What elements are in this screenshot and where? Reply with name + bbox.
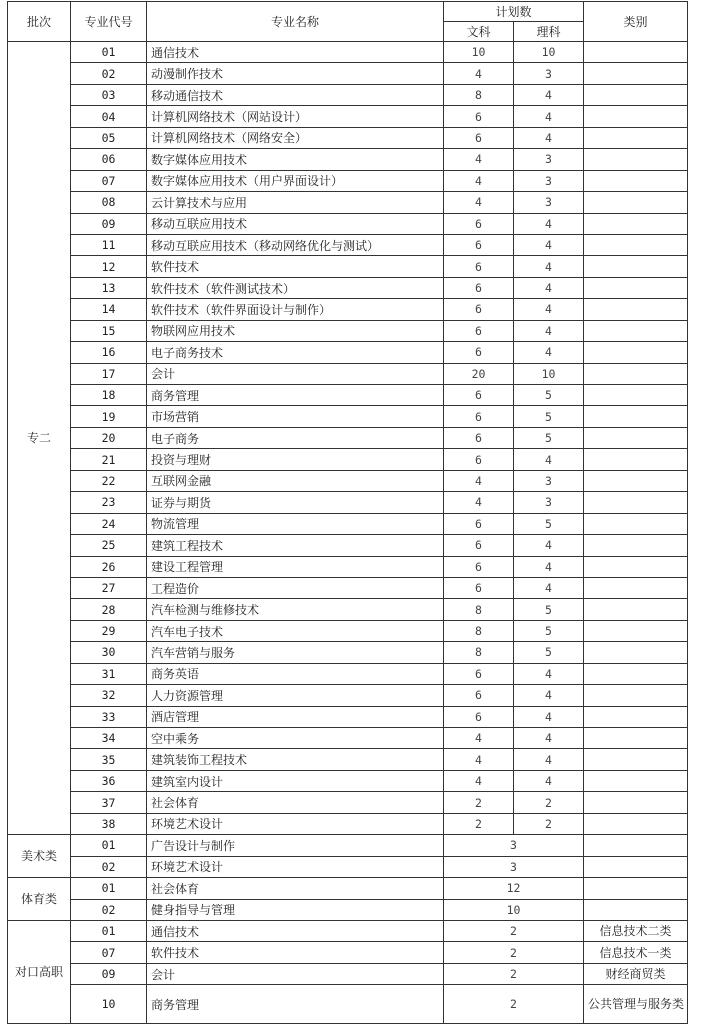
name-cell: 移动互联应用技术 [147,213,444,234]
science-count-cell: 4 [514,127,584,148]
arts-count-cell: 6 [444,513,514,534]
science-count-cell: 4 [514,234,584,255]
table-row [8,556,688,577]
science-count-cell: 4 [514,299,584,320]
arts-count-cell: 6 [444,256,514,277]
header-name: 专业名称 [147,2,444,42]
arts-count-cell: 4 [444,728,514,749]
arts-count-cell: 6 [444,577,514,598]
code-cell: 38 [71,813,147,834]
name-cell: 电子商务 [147,427,444,448]
category-cell [584,385,688,406]
table-row [8,577,688,598]
category-cell [584,149,688,170]
code-cell: 18 [71,385,147,406]
name-cell: 物流管理 [147,513,444,534]
science-count-cell: 4 [514,535,584,556]
name-cell: 商务管理 [147,985,444,1024]
name-cell: 云计算技术与应用 [147,192,444,213]
code-cell: 01 [71,920,147,941]
name-cell: 广告设计与制作 [147,835,444,856]
category-cell [584,127,688,148]
science-count-cell: 3 [514,170,584,191]
table-row [8,63,688,84]
name-cell: 软件技术 [147,256,444,277]
arts-count-cell: 6 [444,406,514,427]
name-cell: 建设工程管理 [147,556,444,577]
arts-count-cell: 8 [444,84,514,105]
category-cell [584,299,688,320]
batch-cell: 专二 [8,42,71,835]
plan-total-cell: 3 [444,856,584,877]
name-cell: 人力资源管理 [147,685,444,706]
category-cell [584,449,688,470]
arts-count-cell: 10 [444,42,514,63]
table-row [8,899,688,920]
category-cell [584,706,688,727]
table-row [8,149,688,170]
arts-count-cell: 4 [444,770,514,791]
arts-count-cell: 6 [444,706,514,727]
science-count-cell: 10 [514,42,584,63]
code-cell: 32 [71,685,147,706]
category-cell [584,406,688,427]
category-cell [584,513,688,534]
code-cell: 27 [71,577,147,598]
arts-count-cell: 4 [444,63,514,84]
header-batch: 批次 [8,2,71,42]
batch-cell: 对口高职 [8,920,71,1023]
table-row [8,256,688,277]
arts-count-cell: 6 [444,299,514,320]
arts-count-cell: 4 [444,170,514,191]
code-cell: 15 [71,320,147,341]
name-cell: 建筑工程技术 [147,535,444,556]
code-cell: 35 [71,749,147,770]
arts-count-cell: 4 [444,149,514,170]
category-cell [584,470,688,491]
table-row [8,685,688,706]
code-cell: 37 [71,792,147,813]
category-cell [584,577,688,598]
table-row [8,985,688,1024]
category-cell [584,599,688,620]
name-cell: 电子商务技术 [147,342,444,363]
name-cell: 动漫制作技术 [147,63,444,84]
arts-count-cell: 4 [444,749,514,770]
science-count-cell: 5 [514,513,584,534]
category-cell [584,427,688,448]
arts-count-cell: 20 [444,363,514,384]
science-count-cell: 4 [514,449,584,470]
science-count-cell: 5 [514,427,584,448]
table-row [8,856,688,877]
category-cell [584,642,688,663]
science-count-cell: 4 [514,556,584,577]
science-count-cell: 5 [514,642,584,663]
name-cell: 建筑装饰工程技术 [147,749,444,770]
science-count-cell: 4 [514,256,584,277]
category-cell [584,213,688,234]
science-count-cell: 4 [514,84,584,105]
category-cell [584,492,688,513]
code-cell: 02 [71,856,147,877]
arts-count-cell: 6 [444,320,514,341]
category-cell [584,342,688,363]
header-science: 理科 [514,22,584,42]
arts-count-cell: 6 [444,234,514,255]
name-cell: 会计 [147,363,444,384]
header-arts: 文科 [444,22,514,42]
table-row [8,406,688,427]
category-cell [584,835,688,856]
name-cell: 汽车营销与服务 [147,642,444,663]
table-row [8,170,688,191]
name-cell: 通信技术 [147,920,444,941]
table-row [8,963,688,984]
header-category: 类别 [584,2,688,42]
code-cell: 09 [71,213,147,234]
code-cell: 26 [71,556,147,577]
code-cell: 06 [71,149,147,170]
batch-cell: 体育类 [8,878,71,921]
category-cell [584,899,688,920]
name-cell: 商务英语 [147,663,444,684]
plan-total-cell: 12 [444,878,584,899]
arts-count-cell: 2 [444,792,514,813]
table-row [8,835,688,856]
table-row [8,920,688,941]
table-row [8,535,688,556]
category-cell: 信息技术一类 [584,942,688,963]
science-count-cell: 4 [514,685,584,706]
arts-count-cell: 6 [444,663,514,684]
category-cell [584,663,688,684]
code-cell: 21 [71,449,147,470]
name-cell: 软件技术（软件界面设计与制作） [147,299,444,320]
table-row [8,363,688,384]
code-cell: 01 [71,878,147,899]
table-row [8,770,688,791]
code-cell: 02 [71,899,147,920]
science-count-cell: 3 [514,192,584,213]
category-cell [584,813,688,834]
name-cell: 移动通信技术 [147,84,444,105]
arts-count-cell: 6 [444,127,514,148]
table-row [8,878,688,899]
category-cell [584,170,688,191]
name-cell: 汽车检测与维修技术 [147,599,444,620]
table-row [8,234,688,255]
science-count-cell: 4 [514,706,584,727]
category-cell [584,192,688,213]
code-cell: 28 [71,599,147,620]
science-count-cell: 4 [514,663,584,684]
category-cell [584,63,688,84]
name-cell: 计算机网络技术（网站设计） [147,106,444,127]
name-cell: 移动互联应用技术（移动网络优化与测试） [147,234,444,255]
science-count-cell: 2 [514,792,584,813]
arts-count-cell: 6 [444,427,514,448]
code-cell: 33 [71,706,147,727]
name-cell: 社会体育 [147,878,444,899]
name-cell: 社会体育 [147,792,444,813]
science-count-cell: 4 [514,342,584,363]
category-cell [584,363,688,384]
name-cell: 汽车电子技术 [147,620,444,641]
category-cell [584,256,688,277]
table-row [8,320,688,341]
table-row [8,84,688,105]
header-code: 专业代号 [71,2,147,42]
table-row [8,385,688,406]
header-plan: 计划数 [444,2,584,22]
code-cell: 23 [71,492,147,513]
category-cell [584,620,688,641]
science-count-cell: 4 [514,770,584,791]
code-cell: 07 [71,170,147,191]
table-row [8,470,688,491]
code-cell: 13 [71,277,147,298]
arts-count-cell: 2 [444,813,514,834]
science-count-cell: 3 [514,149,584,170]
science-count-cell: 4 [514,277,584,298]
science-count-cell: 4 [514,213,584,234]
code-cell: 03 [71,84,147,105]
header-row-1 [8,2,688,22]
code-cell: 25 [71,535,147,556]
category-cell [584,277,688,298]
table-row [8,492,688,513]
science-count-cell: 4 [514,577,584,598]
enrollment-plan-table [7,1,688,1024]
science-count-cell: 5 [514,620,584,641]
arts-count-cell: 4 [444,192,514,213]
name-cell: 互联网金融 [147,470,444,491]
code-cell: 20 [71,427,147,448]
table-row [8,728,688,749]
table-row [8,342,688,363]
science-count-cell: 4 [514,106,584,127]
arts-count-cell: 6 [444,106,514,127]
table-row [8,942,688,963]
name-cell: 通信技术 [147,42,444,63]
arts-count-cell: 8 [444,620,514,641]
name-cell: 证券与期货 [147,492,444,513]
arts-count-cell: 6 [444,685,514,706]
name-cell: 建筑室内设计 [147,770,444,791]
code-cell: 10 [71,985,147,1024]
name-cell: 软件技术（软件测试技术） [147,277,444,298]
plan-total-cell: 2 [444,942,584,963]
code-cell: 31 [71,663,147,684]
code-cell: 14 [71,299,147,320]
table-row [8,706,688,727]
category-cell [584,749,688,770]
code-cell: 24 [71,513,147,534]
category-cell [584,728,688,749]
table-row [8,513,688,534]
category-cell [584,878,688,899]
table-row [8,749,688,770]
category-cell: 信息技术二类 [584,920,688,941]
arts-count-cell: 6 [444,342,514,363]
arts-count-cell: 4 [444,470,514,491]
name-cell: 环境艺术设计 [147,813,444,834]
science-count-cell: 10 [514,363,584,384]
science-count-cell: 4 [514,728,584,749]
code-cell: 19 [71,406,147,427]
science-count-cell: 3 [514,470,584,491]
category-cell [584,556,688,577]
table-row [8,106,688,127]
plan-total-cell: 2 [444,920,584,941]
code-cell: 36 [71,770,147,791]
table-row [8,663,688,684]
code-cell: 22 [71,470,147,491]
category-cell [584,84,688,105]
code-cell: 34 [71,728,147,749]
name-cell: 会计 [147,963,444,984]
table-row [8,792,688,813]
category-cell [584,106,688,127]
code-cell: 30 [71,642,147,663]
arts-count-cell: 6 [444,277,514,298]
table-row [8,599,688,620]
name-cell: 数字媒体应用技术 [147,149,444,170]
table-row [8,42,688,63]
name-cell: 数字媒体应用技术（用户界面设计） [147,170,444,191]
code-cell: 01 [71,835,147,856]
code-cell: 04 [71,106,147,127]
science-count-cell: 4 [514,749,584,770]
name-cell: 工程造价 [147,577,444,598]
science-count-cell: 2 [514,813,584,834]
category-cell [584,770,688,791]
code-cell: 05 [71,127,147,148]
name-cell: 软件技术 [147,942,444,963]
name-cell: 投资与理财 [147,449,444,470]
code-cell: 12 [71,256,147,277]
name-cell: 市场营销 [147,406,444,427]
science-count-cell: 3 [514,492,584,513]
name-cell: 商务管理 [147,385,444,406]
arts-count-cell: 6 [444,385,514,406]
table-body [8,42,688,1024]
category-cell [584,856,688,877]
table-row [8,127,688,148]
code-cell: 11 [71,234,147,255]
category-cell [584,234,688,255]
category-cell [584,792,688,813]
table-row [8,813,688,834]
category-cell: 公共管理与服务类 [584,985,688,1024]
table-row [8,213,688,234]
science-count-cell: 3 [514,63,584,84]
plan-total-cell: 10 [444,899,584,920]
arts-count-cell: 4 [444,492,514,513]
batch-cell: 美术类 [8,835,71,878]
arts-count-cell: 6 [444,449,514,470]
name-cell: 计算机网络技术（网络安全） [147,127,444,148]
code-cell: 17 [71,363,147,384]
code-cell: 16 [71,342,147,363]
science-count-cell: 5 [514,599,584,620]
arts-count-cell: 6 [444,556,514,577]
table-row [8,192,688,213]
plan-total-cell: 2 [444,963,584,984]
name-cell: 环境艺术设计 [147,856,444,877]
arts-count-cell: 6 [444,535,514,556]
table-row [8,620,688,641]
name-cell: 酒店管理 [147,706,444,727]
category-cell [584,685,688,706]
name-cell: 空中乘务 [147,728,444,749]
table-row [8,427,688,448]
category-cell [584,42,688,63]
code-cell: 08 [71,192,147,213]
arts-count-cell: 8 [444,642,514,663]
arts-count-cell: 8 [444,599,514,620]
science-count-cell: 5 [514,406,584,427]
table-row [8,299,688,320]
arts-count-cell: 6 [444,213,514,234]
table-row [8,642,688,663]
name-cell: 健身指导与管理 [147,899,444,920]
category-cell: 财经商贸类 [584,963,688,984]
science-count-cell: 5 [514,385,584,406]
code-cell: 07 [71,942,147,963]
code-cell: 02 [71,63,147,84]
name-cell: 物联网应用技术 [147,320,444,341]
plan-total-cell: 2 [444,985,584,1024]
table-row [8,449,688,470]
category-cell [584,535,688,556]
science-count-cell: 4 [514,320,584,341]
code-cell: 09 [71,963,147,984]
plan-total-cell: 3 [444,835,584,856]
table-row [8,277,688,298]
category-cell [584,320,688,341]
code-cell: 29 [71,620,147,641]
code-cell: 01 [71,42,147,63]
